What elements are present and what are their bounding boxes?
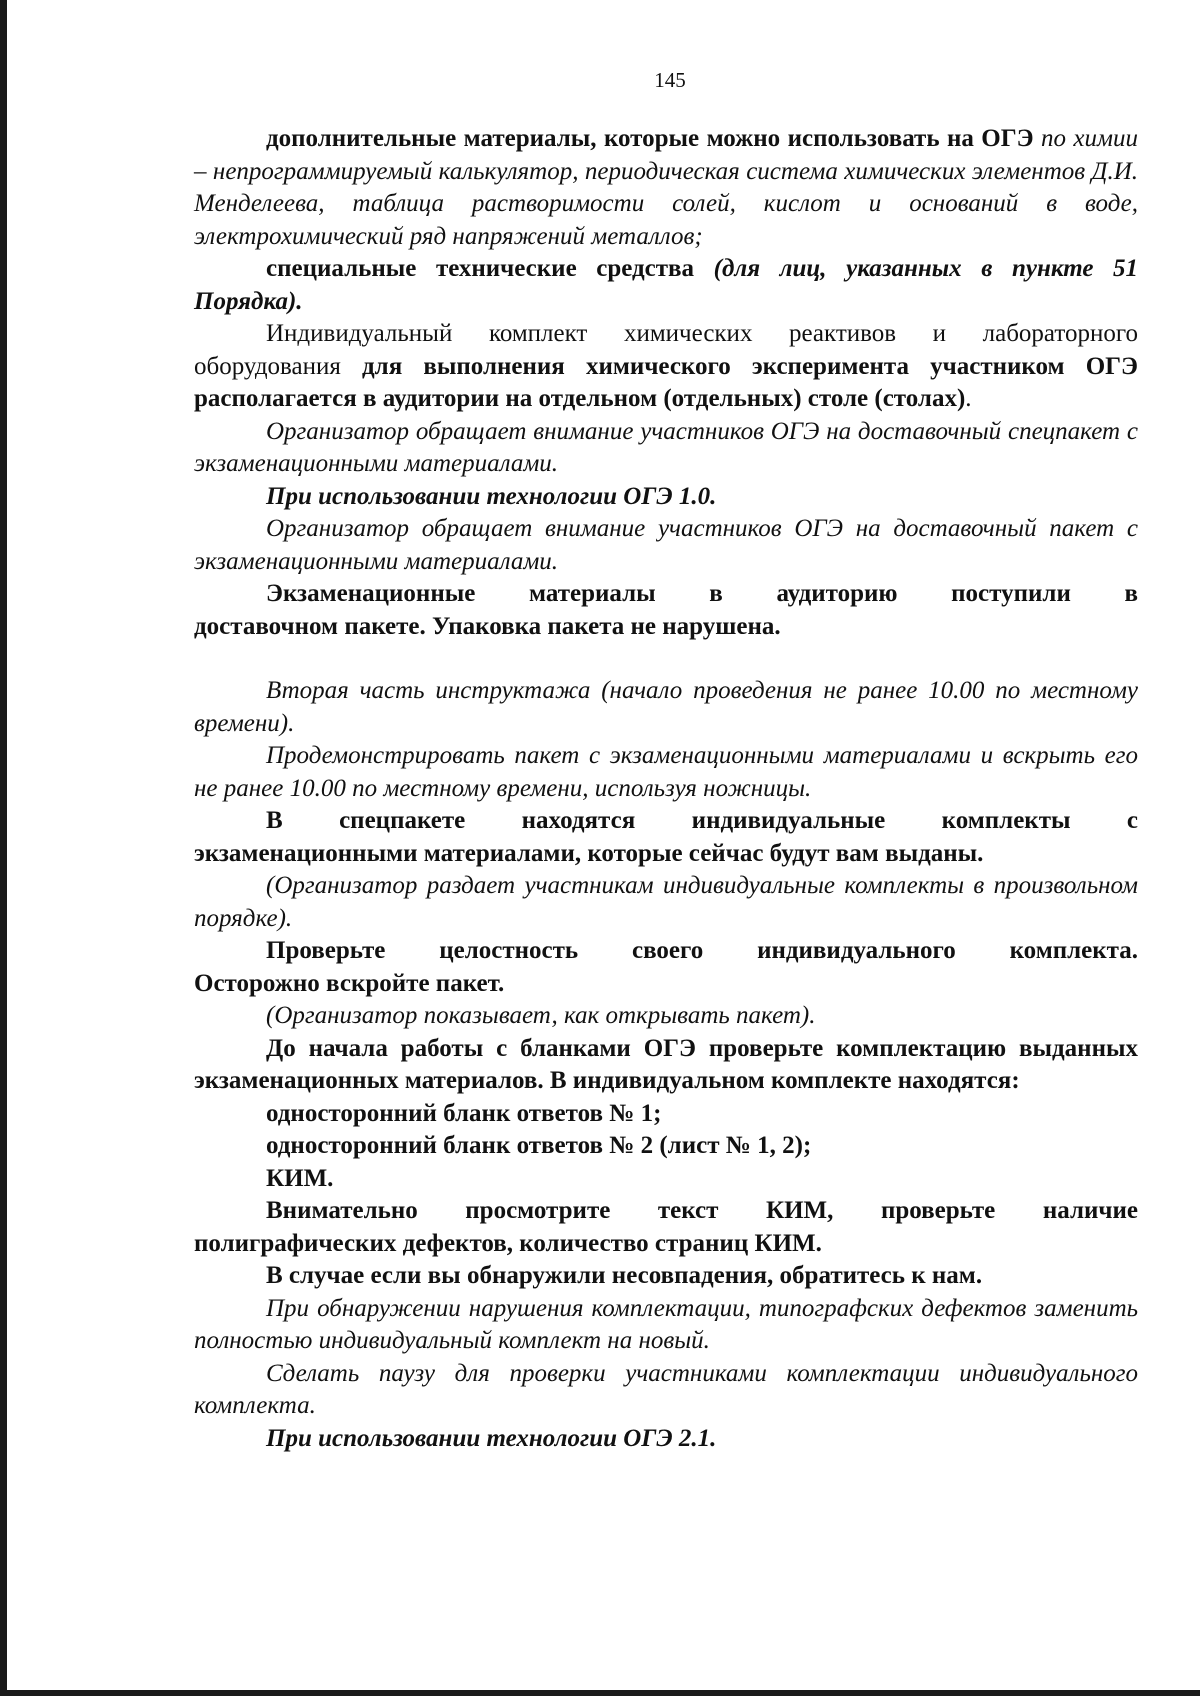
allowed-materials-paragraph	[194, 123, 1138, 253]
organizer-distributes-note: (Организатор раздает участникам индивидуальные комплекты в произвольном порядке).	[194, 872, 1138, 932]
special-tools-note: (для лиц, указанных в пункте 51 Порядка).	[194, 255, 1138, 315]
special-tools-paragraph	[194, 253, 1138, 318]
page-number: 145	[654, 68, 686, 92]
technology-1-0-heading: При использовании технологии ОГЭ 1.0.	[266, 482, 717, 510]
special-tools-heading: специальные технические средства	[266, 255, 695, 282]
section-gap	[194, 643, 1138, 675]
allowed-materials-heading: дополнительные материалы, которые можно использовать на ОГЭ	[266, 125, 1034, 152]
second-part-instruction: Вторая часть инструктажа (начало проведения не ранее 10.00 по местному времени).	[194, 677, 1138, 737]
organizer-note-package: Организатор обращает внимание участников ОГЭ на доставочный пакет с экзаменационными материалами.	[194, 515, 1138, 575]
materials-arrived-line2: доставочном пакете. Упаковка пакета не нарушена.	[194, 612, 781, 640]
allowed-materials-list: по химии – непрограммируемый калькулятор, периодическая система химических элементов Д.И. Менделеева, таблица растворимости солей, кислот и оснований в воде, электрохимический ряд напряжений металлов;	[194, 125, 1138, 250]
reagents-kit-intro: Индивидуальный комплект химических реактивов и лабораторного оборудования	[194, 320, 1138, 380]
reagents-kit-end: .	[965, 385, 972, 412]
reagents-kit-paragraph	[194, 318, 1138, 416]
organizer-note-spec-package: Организатор обращает внимание участников ОГЭ на доставочный спецпакет с экзаменационными материалами.	[194, 417, 1138, 477]
check-integrity-line2: Осторожно вскройте пакет.	[194, 969, 505, 997]
scan-border-left	[0, 0, 7, 1696]
technology-2-1-heading: При использовании технологии ОГЭ 2.1.	[266, 1424, 717, 1452]
demonstrate-package-note: Продемонстрировать пакет с экзаменационными материалами и вскрыть его не ранее 10.00 по местному времени, используя ножницы.	[194, 742, 1138, 802]
kit-list-item: односторонний бланк ответов № 2 (лист № 1, 2);	[266, 1132, 812, 1159]
replace-kit-note: При обнаружении нарушения комплектации, типографских дефектов заменить полностью индивидуальный комплект на новый.	[194, 1294, 1138, 1354]
organizer-shows-note: (Организатор показывает, как открывать пакет).	[266, 1002, 816, 1029]
pause-note: Сделать паузу для проверки участниками комплектации индивидуального комплекта.	[194, 1359, 1138, 1419]
kit-list-item: КИМ.	[266, 1164, 334, 1192]
document-body	[194, 123, 1138, 1455]
scan-border-bottom	[0, 1690, 1200, 1696]
check-integrity-line1: Проверьте целостность своего индивидуального комплекта.	[266, 937, 1138, 964]
review-kim-paragraph: Внимательно просмотрите текст КИМ, проверьте наличие полиграфических дефектов, количество страниц КИМ.	[194, 1197, 1138, 1257]
mismatch-paragraph: В случае если вы обнаружили несовпадения, обратитесь к нам.	[266, 1262, 983, 1289]
kit-list-item: односторонний бланк ответов № 1;	[266, 1099, 662, 1127]
individual-kits-line2: экзаменационными материалами, которые сейчас будут вам выданы.	[194, 839, 984, 867]
individual-kits-line1: В спецпакете находятся индивидуальные комплекты с	[266, 807, 1138, 834]
check-completeness-paragraph: До начала работы с бланками ОГЭ проверьте комплектацию выданных экзаменационных материалов. В индивидуальном комплекте находятся:	[194, 1034, 1138, 1094]
reagents-kit-placement: для выполнения химического эксперимента участником ОГЭ располагается в аудитории на отдельном (отдельных) столе (столах)	[194, 352, 1139, 412]
materials-arrived-line1: Экзаменационные материалы в аудиторию поступили в	[266, 580, 1138, 607]
